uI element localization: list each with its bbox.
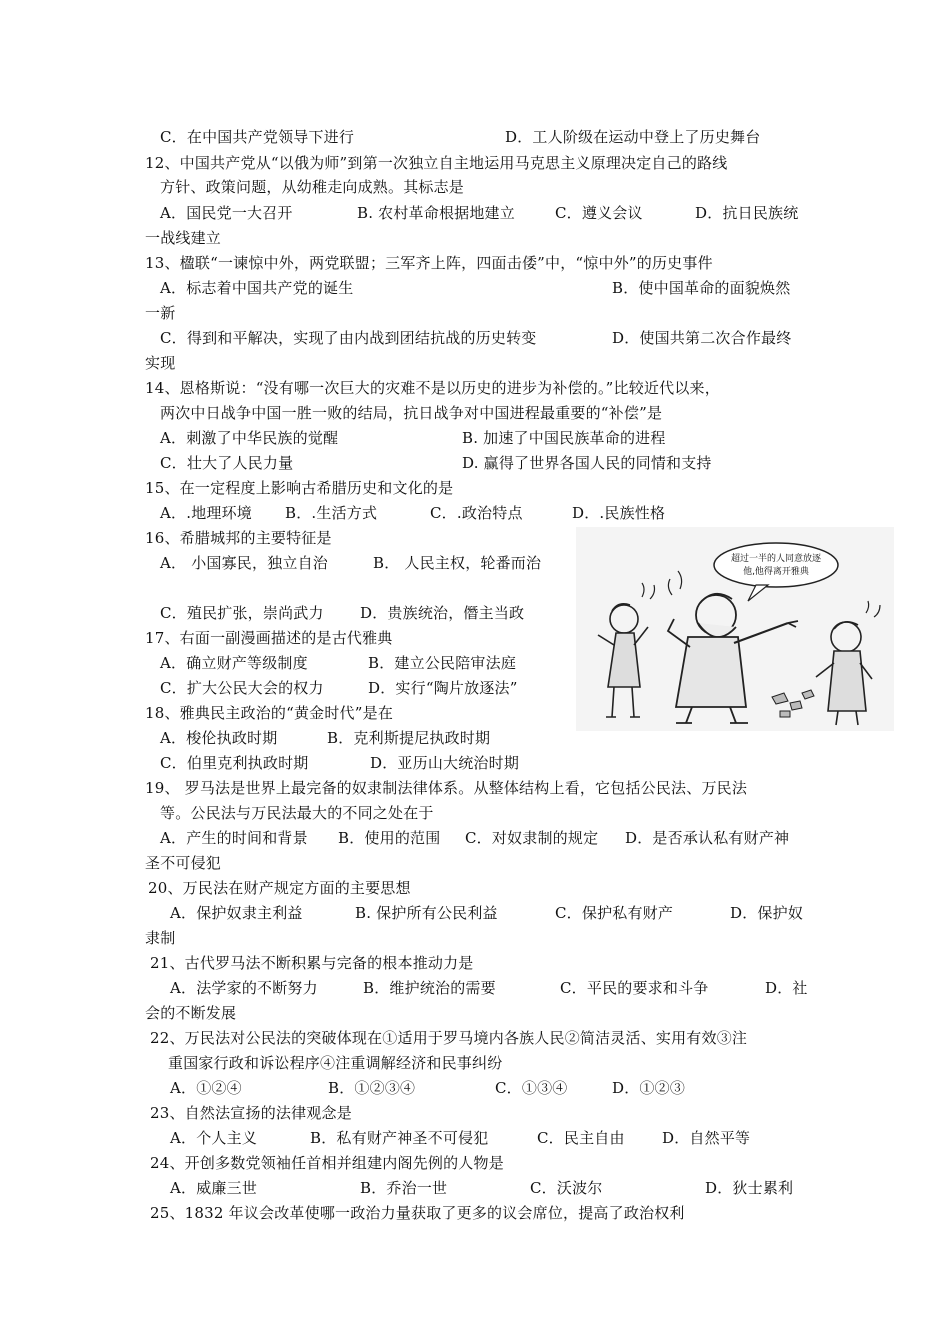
text-line: A．.地理环境 [160, 504, 253, 522]
text-line: 两次中日战争中国一胜一败的结局，抗日战争对中国进程最重要的“补偿”是 [160, 404, 663, 422]
text-line: 20、万民法在财产规定方面的主要思想 [148, 879, 411, 897]
text-line: 23、自然法宣扬的法律观念是 [150, 1104, 352, 1122]
text-line: 16、希腊城邦的主要特征是 [145, 529, 332, 547]
text-line: B．维护统治的需要 [363, 979, 496, 997]
text-line: D. 赢得了世界各国人民的同情和支持 [462, 454, 712, 472]
text-line: B．.生活方式 [285, 504, 378, 522]
text-line: A．国民党一大召开 [160, 204, 293, 222]
text-line: D．①②③ [612, 1079, 686, 1097]
text-line: A． 小国寡民，独立自治 [160, 554, 329, 572]
text-line: D．自然平等 [662, 1129, 751, 1147]
text-line: D．.民族性格 [572, 504, 666, 522]
text-line: B．乔治一世 [360, 1179, 448, 1197]
text-line: C．伯里克利执政时期 [160, 754, 309, 772]
text-line: D．抗日民族统 [695, 204, 799, 222]
text-line: C．①③④ [495, 1079, 568, 1097]
text-line: 一新 [145, 304, 176, 322]
text-line: A．刺激了中华民族的觉醒 [160, 429, 339, 447]
text-line: C．民主自由 [537, 1129, 625, 1147]
text-line: 实现 [145, 354, 176, 372]
text-line: 方针、政策问题，从幼稚走向成熟。其标志是 [160, 178, 465, 196]
left-figure [598, 583, 655, 717]
text-line: 25、1832 年议会改革使哪一政治力量获取了更多的议会席位，提高了政治权利 [150, 1204, 685, 1222]
text-line: B． 人民主权，轮番而治 [373, 554, 542, 572]
text-line: B．使用的范围 [338, 829, 441, 847]
text-line: C．保护私有财产 [555, 904, 674, 922]
text-line: D．实行“陶片放逐法” [368, 679, 518, 697]
text-line: C．平民的要求和斗争 [560, 979, 709, 997]
text-line: A．梭伦执政时期 [160, 729, 278, 747]
text-line: D．狄士累利 [705, 1179, 794, 1197]
text-line: 18、雅典民主政治的“黄金时代”是在 [145, 704, 394, 722]
cartoon-drawing [576, 527, 894, 731]
text-line: 圣不可侵犯 [145, 854, 222, 872]
text-line: B. 农村革命根据地建立 [357, 204, 515, 222]
text-line: A．①②④ [170, 1079, 242, 1097]
text-line: D．亚历山大统治时期 [370, 754, 520, 772]
speech-bubble [714, 543, 838, 587]
bubble-line-2: 他,他得离开雅典 [743, 567, 809, 577]
text-line: B. 保护所有公民利益 [355, 904, 498, 922]
text-line: 13、楹联“一谏惊中外，两党联盟；三军齐上阵，四面击倭”中，“惊中外”的历史事件 [145, 254, 713, 272]
text-line: C．遵义会议 [555, 204, 643, 222]
text-line: 12、中国共产党从“以俄为师”到第一次独立自主地运用马克思主义原理决定自己的路线 [145, 154, 728, 172]
text-line: C．得到和平解决，实现了由内战到团结抗战的历史转变 [160, 329, 537, 347]
text-line: D．贵族统治，僭主当政 [360, 604, 525, 622]
pottery-shards [772, 690, 814, 717]
text-line: 22、万民法对公民法的突破体现在①适用于罗马境内各族人民②简洁灵活、实用有效③注 [150, 1029, 748, 1047]
text-line: 等。公民法与万民法最大的不同之处在于 [160, 804, 434, 822]
text-line: C．对奴隶制的规定 [465, 829, 599, 847]
text-line: B. 加速了中国民族革命的进程 [462, 429, 666, 447]
text-line: C．在中国共产党领导下进行 [160, 128, 355, 146]
right-figure [816, 601, 880, 725]
text-line: B．使中国革命的面貌焕然 [612, 279, 791, 297]
text-line: 重国家行政和诉讼程序④注重调解经济和民事纠纷 [168, 1054, 503, 1072]
text-line: A．确立财产等级制度 [160, 654, 308, 672]
text-line: C．.政治特点 [430, 504, 523, 522]
text-line: C．殖民扩张，崇尚武力 [160, 604, 324, 622]
text-line: B．私有财产神圣不可侵犯 [310, 1129, 489, 1147]
speech-bubble-tail [748, 585, 768, 601]
text-line: D．是否承认私有财产神 [625, 829, 790, 847]
bubble-line-1: 超过一半的人同意放逐 [730, 554, 822, 564]
text-line: 会的不断发展 [145, 1004, 237, 1022]
text-line: A．威廉三世 [170, 1179, 258, 1197]
text-line: B．克利斯提尼执政时期 [327, 729, 491, 747]
text-line: A．法学家的不断努力 [170, 979, 318, 997]
text-line: 15、在一定程度上影响古希腊历史和文化的是 [145, 479, 454, 497]
text-line: C．沃波尔 [530, 1179, 603, 1197]
text-line: B．①②③④ [328, 1079, 416, 1097]
text-line: C．壮大了人民力量 [160, 454, 294, 472]
text-line: D．使国共第二次合作最终 [612, 329, 792, 347]
ostracism-cartoon [576, 527, 894, 731]
text-line: D．社 [765, 979, 808, 997]
text-line: 一战线建立 [145, 229, 222, 247]
text-line: 19、 罗马法是世界上最完备的奴隶制法律体系。从整体结构上看，它包括公民法、万民法 [145, 779, 748, 797]
text-line: D．工人阶级在运动中登上了历史舞台 [505, 128, 761, 146]
text-line: B．建立公民陪审法庭 [368, 654, 517, 672]
text-line: A．产生的时间和背景 [160, 829, 308, 847]
text-line: 17、右面一副漫画描述的是古代雅典 [145, 629, 393, 647]
text-line: C．扩大公民大会的权力 [160, 679, 324, 697]
text-line: 隶制 [145, 929, 176, 947]
text-line: 21、古代罗马法不断积累与完备的根本推动力是 [150, 954, 474, 972]
text-line: 24、开创多数党领袖任首相并组建内阁先例的人物是 [150, 1154, 504, 1172]
text-line: 14、恩格斯说：“没有哪一次巨大的灾难不是以历史的进步为补偿的。”比较近代以来， [145, 379, 720, 397]
text-line: D．保护奴 [730, 904, 804, 922]
text-line: A．保护奴隶主利益 [170, 904, 303, 922]
text-line: A．标志着中国共产党的诞生 [160, 279, 354, 297]
text-line: A．个人主义 [170, 1129, 258, 1147]
